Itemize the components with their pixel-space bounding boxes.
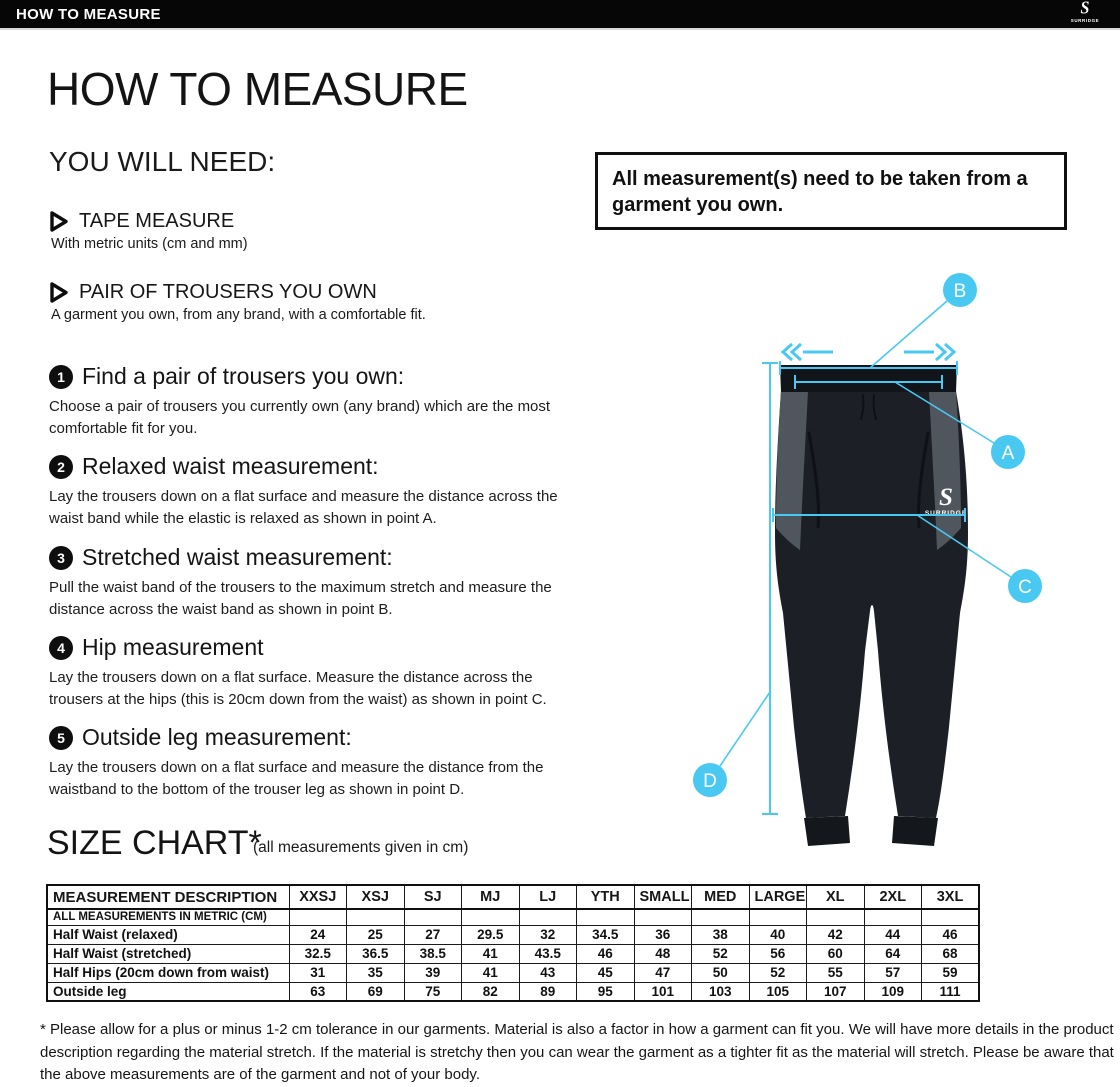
value-cell: 52 <box>749 963 807 982</box>
step-body: Lay the trousers down on a flat surface and measure the distance across the waist band while the elastic is relaxed as shown in point A. <box>49 488 558 527</box>
column-header: MED <box>692 885 750 909</box>
surridge-logo <box>1062 1 1108 24</box>
value-cell: 24 <box>289 925 347 944</box>
empty-cell <box>807 909 865 925</box>
value-cell: 111 <box>922 982 980 1001</box>
step-number-badge: 5 <box>49 726 73 750</box>
leader-line-d <box>720 692 770 766</box>
measurement-note-box: All measurement(s) need to be taken from a garment you own. <box>595 152 1067 230</box>
value-cell: 36 <box>634 925 692 944</box>
step-heading: Find a pair of trousers you own: <box>82 363 405 389</box>
column-header: LARGE <box>749 885 807 909</box>
garment-logo-icon: S <box>939 484 953 511</box>
surridge-logo-icon: S <box>1080 0 1090 19</box>
empty-cell <box>634 909 692 925</box>
size-chart-header-row <box>47 885 979 909</box>
step-heading: Relaxed waist measurement: <box>82 453 379 479</box>
size-chart-table <box>46 884 980 1002</box>
value-cell: 64 <box>864 944 922 963</box>
value-cell: 32.5 <box>289 944 347 963</box>
svg-text:D: D <box>703 771 717 792</box>
value-cell: 42 <box>807 925 865 944</box>
value-cell: 59 <box>922 963 980 982</box>
column-header: 3XL <box>922 885 980 909</box>
point-label-c <box>1008 569 1042 603</box>
column-header: MEASUREMENT DESCRIPTION <box>47 885 289 909</box>
value-cell: 52 <box>692 944 750 963</box>
step-heading: Outside leg measurement: <box>82 724 352 750</box>
value-cell: 44 <box>864 925 922 944</box>
stretch-arrow-left <box>783 344 833 360</box>
svg-text:B: B <box>953 281 967 302</box>
value-cell: 57 <box>864 963 922 982</box>
value-cell: 50 <box>692 963 750 982</box>
value-cell: 56 <box>749 944 807 963</box>
value-cell: 34.5 <box>577 925 635 944</box>
step-body: Pull the waist band of the trousers to the maximum stretch and measure the distance across the waist band as shown in point B. <box>49 579 552 618</box>
column-header: MJ <box>462 885 520 909</box>
column-header: YTH <box>577 885 635 909</box>
step-3 <box>49 544 589 621</box>
value-cell: 60 <box>807 944 865 963</box>
trousers-figure-svg <box>690 255 1070 860</box>
column-header: XL <box>807 885 865 909</box>
step-number-badge: 1 <box>49 365 73 389</box>
empty-cell <box>749 909 807 925</box>
value-cell: 38 <box>692 925 750 944</box>
size-chart-subheading: (all measurements given in cm) <box>253 839 469 856</box>
empty-cell <box>462 909 520 925</box>
column-header: XXSJ <box>289 885 347 909</box>
value-cell: 25 <box>347 925 405 944</box>
trousers-figure <box>690 255 1070 860</box>
metric-note-row <box>47 909 979 925</box>
step-heading: Stretched waist measurement: <box>82 544 393 570</box>
value-cell: 107 <box>807 982 865 1001</box>
value-cell: 105 <box>749 982 807 1001</box>
empty-cell <box>577 909 635 925</box>
value-cell: 89 <box>519 982 577 1001</box>
step-heading: Hip measurement <box>82 634 264 660</box>
column-header: 2XL <box>864 885 922 909</box>
value-cell: 63 <box>289 982 347 1001</box>
value-cell: 101 <box>634 982 692 1001</box>
value-cell: 46 <box>922 925 980 944</box>
column-header: SMALL <box>634 885 692 909</box>
garment-logo-text: SURRIDGE <box>924 510 968 517</box>
waistband <box>780 365 957 392</box>
value-cell: 43.5 <box>519 944 577 963</box>
step-body: Lay the trousers down on a flat surface and measure the distance from the waistband to the bottom of the trouser leg as shown in point D. <box>49 759 544 798</box>
table-row-outside-leg <box>47 982 979 1001</box>
step-number-badge: 4 <box>49 636 73 660</box>
value-cell: 47 <box>634 963 692 982</box>
value-cell: 27 <box>404 925 462 944</box>
value-cell: 45 <box>577 963 635 982</box>
value-cell: 40 <box>749 925 807 944</box>
empty-cell <box>864 909 922 925</box>
svg-text:C: C <box>1018 577 1032 598</box>
surridge-logo-text: SURRIDGE <box>1070 18 1100 23</box>
column-header: XSJ <box>347 885 405 909</box>
value-cell: 75 <box>404 982 462 1001</box>
row-label: Half Waist (stretched) <box>47 944 289 963</box>
value-cell: 68 <box>922 944 980 963</box>
table-row-half-hips <box>47 963 979 982</box>
value-cell: 31 <box>289 963 347 982</box>
trousers-illustration <box>775 365 968 846</box>
stretch-arrow-right <box>904 344 954 360</box>
tool-label: PAIR OF TROUSERS YOU OWN <box>79 281 377 303</box>
step-4 <box>49 634 589 711</box>
value-cell: 48 <box>634 944 692 963</box>
value-cell: 29.5 <box>462 925 520 944</box>
leader-line-b <box>870 301 947 368</box>
table-row-half-waist-relaxed <box>47 925 979 944</box>
value-cell: 69 <box>347 982 405 1001</box>
empty-cell <box>404 909 462 925</box>
row-label: Half Hips (20cm down from waist) <box>47 963 289 982</box>
tool-note: With metric units (cm and mm) <box>51 236 248 252</box>
top-bar <box>0 0 1120 30</box>
point-label-a <box>991 435 1025 469</box>
step-number-badge: 2 <box>49 455 73 479</box>
column-header: SJ <box>404 885 462 909</box>
value-cell: 32 <box>519 925 577 944</box>
value-cell: 46 <box>577 944 635 963</box>
triangle-bullet-icon <box>49 211 69 232</box>
value-cell: 103 <box>692 982 750 1001</box>
tool-item-tape-measure <box>49 210 589 252</box>
value-cell: 43 <box>519 963 577 982</box>
you-will-need-heading: YOU WILL NEED: <box>49 146 276 177</box>
step-1 <box>49 363 589 440</box>
column-header: LJ <box>519 885 577 909</box>
svg-text:A: A <box>1001 443 1015 464</box>
step-body: Lay the trousers down on a flat surface. Measure the distance across the trousers at the hips (this is 20cm down from the waist) as shown in point C. <box>49 669 547 708</box>
value-cell: 95 <box>577 982 635 1001</box>
tool-item-trousers <box>49 281 589 323</box>
tolerance-disclaimer: * Please allow for a plus or minus 1-2 cm tolerance in our garments. Material is also a factor in how a garment can fit you. We will have more details in the product description regarding the material stretch. If the material is stretchy then you can wear the garment as a tighter fit as the material will stretch. Please be aware that the above measurements are of the garment and not of your body. <box>40 1021 1114 1083</box>
value-cell: 35 <box>347 963 405 982</box>
empty-cell <box>922 909 980 925</box>
empty-cell <box>289 909 347 925</box>
value-cell: 38.5 <box>404 944 462 963</box>
tool-note: A garment you own, from any brand, with a comfortable fit. <box>51 307 426 323</box>
table-row-half-waist-stretched <box>47 944 979 963</box>
topbar-title: HOW TO MEASURE <box>16 6 161 23</box>
row-label: Outside leg <box>47 982 289 1001</box>
value-cell: 36.5 <box>347 944 405 963</box>
step-2 <box>49 453 589 530</box>
triangle-bullet-icon <box>49 282 69 303</box>
cuff-right <box>892 816 938 846</box>
value-cell: 82 <box>462 982 520 1001</box>
page-title: HOW TO MEASURE <box>47 63 468 115</box>
value-cell: 41 <box>462 963 520 982</box>
value-cell: 41 <box>462 944 520 963</box>
empty-cell <box>519 909 577 925</box>
measure-line-d <box>762 363 778 814</box>
step-number-badge: 3 <box>49 546 73 570</box>
value-cell: 39 <box>404 963 462 982</box>
point-label-b <box>943 273 977 307</box>
step-5 <box>49 724 589 801</box>
point-label-d <box>693 763 727 797</box>
value-cell: 55 <box>807 963 865 982</box>
cuff-left <box>804 816 850 846</box>
row-label: Half Waist (relaxed) <box>47 925 289 944</box>
empty-cell <box>692 909 750 925</box>
tool-label: TAPE MEASURE <box>79 210 235 232</box>
empty-cell <box>347 909 405 925</box>
size-chart-heading: SIZE CHART* <box>47 824 262 862</box>
step-body: Choose a pair of trousers you currently own (any brand) which are the most comfortable fit for you. <box>49 398 551 437</box>
value-cell: 109 <box>864 982 922 1001</box>
metric-note-cell: ALL MEASUREMENTS IN METRIC (CM) <box>47 909 289 925</box>
